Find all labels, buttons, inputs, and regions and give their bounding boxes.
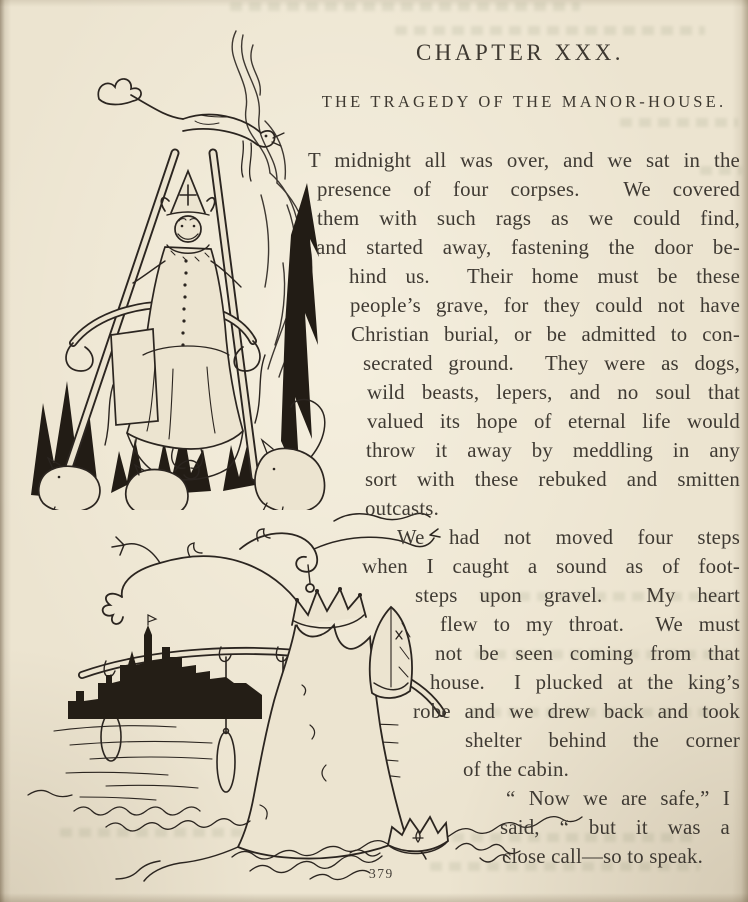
- body-text-line: throw it away by meddling in any: [366, 439, 740, 462]
- body-text-line: said, “ but it was a: [500, 816, 730, 839]
- page-number: 379: [369, 866, 394, 881]
- body-text-line: robe and we drew back and took: [413, 700, 740, 723]
- body-text-line: house. I plucked at the king’s: [430, 671, 740, 694]
- body-text-line: them with such rags as we could find,: [317, 207, 740, 230]
- body-text-line: wild beasts, lepers, and no soul that: [367, 381, 740, 404]
- body-text-line: hind us. Their home must be these: [349, 265, 740, 288]
- bleed-through-smudge: [395, 26, 705, 35]
- body-text-line: flew to my throat. We must: [440, 613, 740, 636]
- body-text-line: close call—so to speak.: [502, 845, 703, 868]
- body-text-line: T midnight all was over, and we sat in the: [308, 149, 740, 172]
- body-text-line: of the cabin.: [463, 758, 569, 781]
- bleed-through-smudge: [230, 2, 580, 11]
- body-text-line: steps upon gravel. My heart: [415, 584, 740, 607]
- body-text-line: valued its hope of eternal life would: [367, 410, 740, 433]
- body-text-line: Christian burial, or be admitted to con-: [351, 323, 740, 346]
- body-text-line: and started away, fastening the door be-: [316, 236, 740, 259]
- body-text-line: outcasts.: [365, 497, 440, 520]
- body-text-line: when I caught a sound as of foot-: [362, 555, 740, 578]
- chapter-heading: CHAPTER XXX.: [415, 40, 625, 65]
- illustration-burning-pyre: [15, 25, 330, 510]
- body-text-line: secrated ground. They were as dogs,: [363, 352, 740, 375]
- body-text-line: We had not moved four steps: [397, 526, 740, 549]
- body-text-line: sort with these rebuked and smitten: [365, 468, 740, 491]
- body-text: [308, 146, 740, 871]
- chapter-subtitle: THE TRAGEDY OF THE MANOR-HOUSE.: [321, 92, 727, 111]
- body-text-line: presence of four corpses. We covered: [317, 178, 740, 201]
- bleed-through-smudge: [620, 118, 738, 127]
- body-text-line: not be seen coming from that: [435, 642, 740, 665]
- body-text-line: shelter behind the corner: [465, 729, 740, 752]
- body-text-line: people’s grave, for they could not have: [350, 294, 740, 317]
- body-text-line: “ Now we are safe,” I: [506, 787, 730, 810]
